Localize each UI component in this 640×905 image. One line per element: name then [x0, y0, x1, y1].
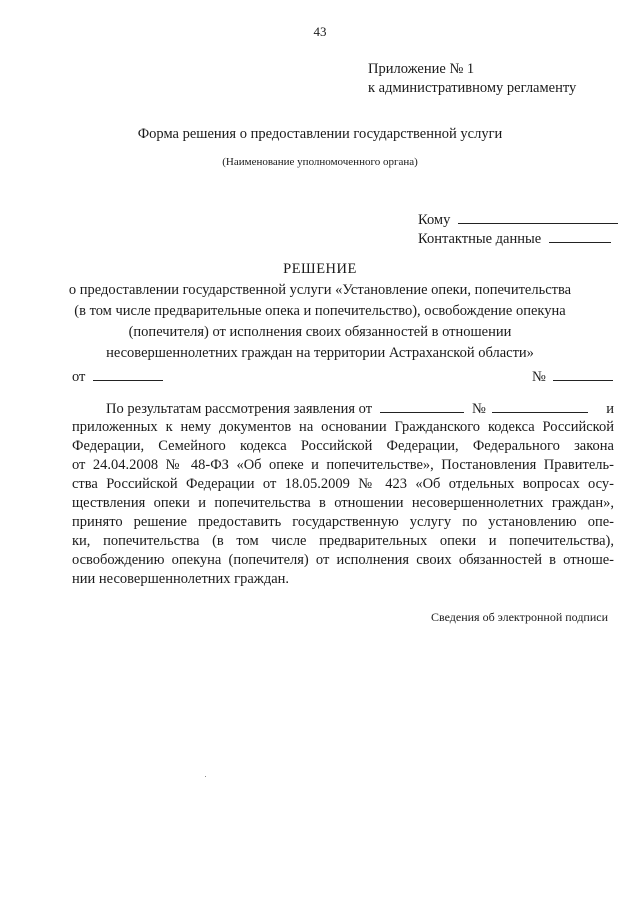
body-first-line-end: и: [606, 401, 614, 417]
body-line: ки, попечительства (в том числе предварительных опеки и попечительства),: [72, 533, 614, 549]
body-first-line-text: По результатам рассмотрения заявления от: [106, 401, 373, 417]
appendix-reference: к административному регламенту: [368, 80, 577, 96]
appendix-number: Приложение № 1: [368, 61, 475, 77]
decision-number-label: №: [532, 369, 546, 385]
body-line: от 24.04.2008 № 48-ФЗ «Об опеке и попечительстве», Постановления Правитель-: [72, 457, 614, 473]
form-title: Форма решения о предоставлении государственной услуги: [137, 126, 503, 142]
body-line: принято решение предоставить государственную услугу по установлению опе-: [72, 514, 614, 530]
date-field: [72, 367, 163, 386]
recipient-to-label: Кому: [418, 212, 451, 228]
date-blank[interactable]: [93, 367, 163, 381]
date-label: от: [72, 369, 86, 385]
application-number-blank[interactable]: [492, 399, 588, 413]
electronic-signature-note: Сведения об электронной подписи: [431, 610, 609, 624]
contacts-row: [418, 229, 611, 248]
recipient-to-blank[interactable]: [458, 210, 618, 224]
decision-subject-line: несовершеннолетних граждан на территории Астраханской области»: [106, 345, 534, 361]
body-line: ществления опеки и попечительства в отношении несовершеннолетних граждан»,: [72, 495, 614, 511]
body-line: ства Российской Федерации от 18.05.2009 № 423 «Об отдельных вопросах осу-: [72, 476, 614, 492]
recipient-to-row: [418, 210, 618, 229]
body-last-line: нии несовершеннолетних граждан.: [72, 571, 290, 587]
page-number: 43: [313, 24, 327, 39]
body-line: приложенных к нему документов на основании Гражданского кодекса Российской: [72, 419, 614, 435]
application-date-blank[interactable]: [380, 399, 464, 413]
application-number-label: №: [472, 401, 486, 417]
body-line: Федерации, Семейного кодекса Российской Федерации, Федерального закона: [72, 438, 614, 454]
contacts-blank[interactable]: [549, 229, 611, 243]
body-line: освобождению опекуна (попечителя) от исполнения своих обязанностей в отноше-: [72, 552, 614, 568]
decision-heading: РЕШЕНИЕ: [283, 261, 357, 277]
decision-subject-line: (попечителя) от исполнения своих обязанностей в отношении: [128, 324, 512, 340]
decision-subject-line: о предоставлении государственной услуги «Установление опеки, попечительства: [68, 282, 572, 298]
scan-speck: [205, 776, 206, 777]
organ-name-placeholder: (Наименование уполномоченного органа): [222, 156, 418, 168]
decision-number-blank[interactable]: [553, 367, 613, 381]
decision-subject-line: (в том числе предварительные опека и попечительство), освобождение опекуна: [74, 303, 566, 319]
decision-number-field: [532, 367, 613, 386]
body-first-line: [106, 399, 614, 418]
contacts-label: Контактные данные: [418, 231, 542, 247]
